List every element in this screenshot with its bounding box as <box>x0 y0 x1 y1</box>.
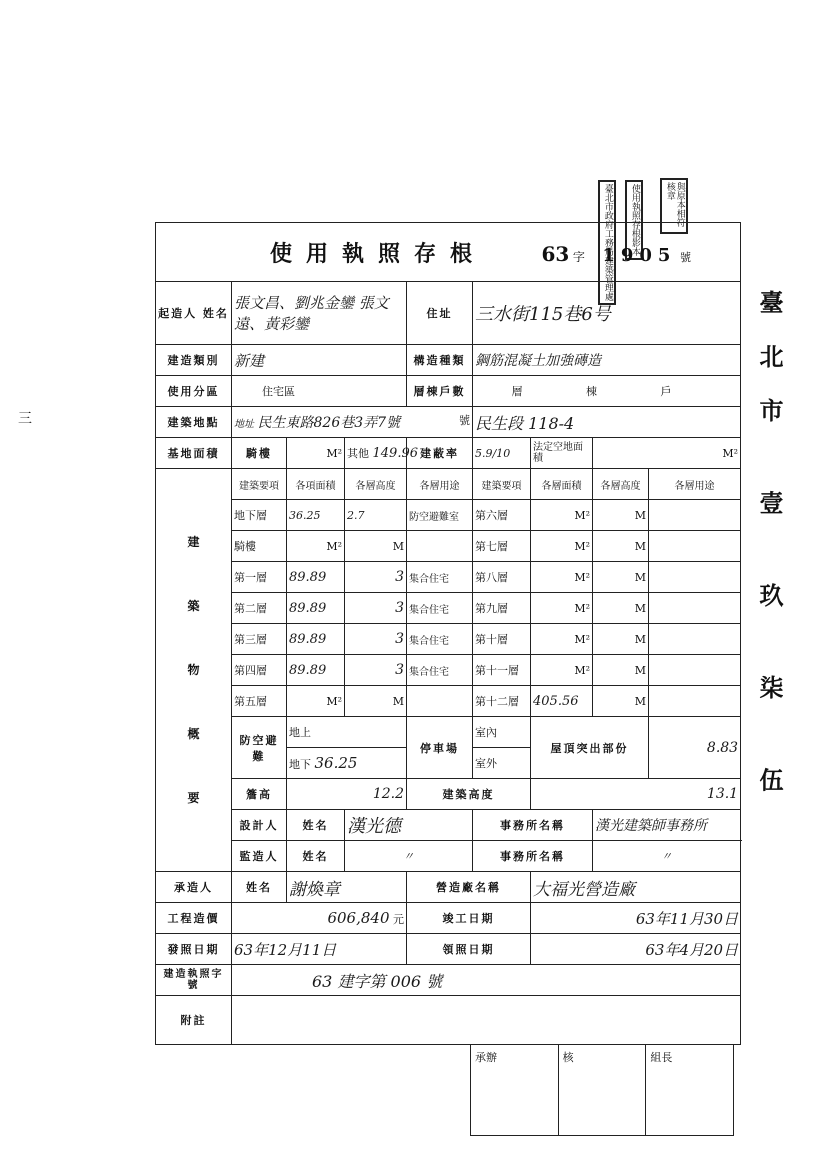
license-year: 63 <box>541 241 570 266</box>
zone-value: 住宅區 <box>232 376 407 407</box>
floor-use-right <box>649 655 741 686</box>
floor-height: 3 <box>345 562 407 593</box>
designer-office-label: 事務所名稱 <box>473 810 593 841</box>
other-value: 149.96 <box>372 446 418 461</box>
floor-use-right <box>649 593 741 624</box>
shelter-below-cell <box>287 748 407 779</box>
contractor-office: 大福光營造廠 <box>531 872 741 903</box>
floor-item: 第三層 <box>232 624 287 655</box>
m-unit: M <box>593 500 649 531</box>
remarks-label: 附註 <box>156 996 232 1045</box>
floor-row <box>156 500 741 531</box>
parking-label: 停車場 <box>407 717 473 779</box>
floor-item: 第四層 <box>232 655 287 686</box>
outdoor-label: 室外 <box>473 748 531 779</box>
floor-row <box>156 655 741 686</box>
m2-unit: M² <box>531 655 593 686</box>
issue-date: 63年12月11日 <box>232 934 407 965</box>
edge-stamp-text: 臺北市 壹 玖 柒 伍 <box>755 290 784 822</box>
areas-label: 基地面積 <box>156 438 232 469</box>
col-head: 各層面積 <box>531 469 593 500</box>
bldg-height-label: 建築高度 <box>407 779 531 810</box>
cost-value: 606,840 <box>327 909 390 927</box>
floor-item-right: 第十層 <box>473 624 531 655</box>
builder-label: 起造人 姓名 <box>156 282 232 345</box>
shelter-below-value: 36.25 <box>314 754 358 772</box>
floor-use-right <box>649 624 741 655</box>
col-head: 建築要項 <box>232 469 287 500</box>
floor-area: 36.25 <box>287 500 345 531</box>
col-head: 各層高度 <box>593 469 649 500</box>
receive-date: 63年4月20日 <box>531 934 741 965</box>
coverage-value: 5.9/10 <box>473 438 531 469</box>
contractor-name-label: 姓名 <box>232 872 287 903</box>
contractor-label: 承造人 <box>156 872 232 903</box>
designer-label: 設計人 <box>232 810 287 841</box>
other-label: 其他 <box>347 447 369 460</box>
supervisor-office-label: 事務所名稱 <box>473 841 593 872</box>
certified-stamp: 與原本相符 核章 <box>660 178 688 234</box>
permit-value: 63 建字第 006 號 <box>232 965 741 996</box>
floor-row <box>156 624 741 655</box>
shelter-below-label: 地下 <box>289 758 311 771</box>
floor-use <box>407 531 473 562</box>
m2-unit: M² <box>531 531 593 562</box>
coverage-label: 建蔽率 <box>407 438 473 469</box>
floor-row <box>156 593 741 624</box>
contractor-office-label: 營造廠名稱 <box>407 872 531 903</box>
permit-label: 建造執照字號 <box>156 965 232 996</box>
m-unit: M <box>593 655 649 686</box>
cost-label: 工程造價 <box>156 903 232 934</box>
license-form-table <box>155 222 741 1045</box>
builder-value: 張文昌、劉兆金鑾 張文遠、黃彩鑾 <box>232 282 407 345</box>
designer-office: 漢光建築師事務所 <box>593 810 741 841</box>
floor-row <box>156 531 741 562</box>
license-number: 1905 <box>602 244 677 266</box>
side-char: 概 <box>187 727 200 741</box>
signoff-chief <box>646 1045 733 1135</box>
floor-row <box>156 562 741 593</box>
m-unit: M <box>593 562 649 593</box>
designer-name: 漢光德 <box>345 810 473 841</box>
floors-label: 層棟戶數 <box>407 376 473 407</box>
floor-item: 第五層 <box>232 686 287 717</box>
floor-item-right: 第十一層 <box>473 655 531 686</box>
site-sub-label: 地址 <box>234 419 254 430</box>
col-head: 各層用途 <box>407 469 473 500</box>
floor-item: 地下層 <box>232 500 287 531</box>
floor-use-right <box>649 562 741 593</box>
storey-height-label: 簷高 <box>232 779 287 810</box>
bldg-height-value: 13.1 <box>531 779 741 810</box>
category-label: 建造類別 <box>156 345 232 376</box>
supervisor-office: 〃 <box>593 841 741 872</box>
floor-use-right <box>649 500 741 531</box>
floor-item-right: 第十二層 <box>473 686 531 717</box>
shelter-above: 地上 <box>287 717 407 748</box>
m2-unit: M² <box>531 562 593 593</box>
floor-item-right: 第九層 <box>473 593 531 624</box>
signoff-label: 承辦 <box>475 1051 497 1064</box>
floor-height: 3 <box>345 624 407 655</box>
side-char: 建 <box>187 535 200 549</box>
floor-use: 集合住宅 <box>407 655 473 686</box>
floor-item-right: 第六層 <box>473 500 531 531</box>
form-title: 使用執照存根 <box>269 240 486 267</box>
header-note-stamp: 臺北市政府工務局建築管理處 <box>598 180 616 305</box>
completion-date: 63年11月30日 <box>531 903 741 934</box>
m-unit: M <box>345 531 407 562</box>
cost-cell <box>232 903 407 934</box>
signoff-box <box>470 1045 734 1136</box>
arcade-unit: M² <box>287 438 345 469</box>
supervisor-label: 監造人 <box>232 841 287 872</box>
site-label: 建築地點 <box>156 407 232 438</box>
m-unit: M <box>593 624 649 655</box>
structure-value: 鋼筋混凝土加強磚造 <box>473 345 741 376</box>
side-label-cell <box>156 469 232 872</box>
floor-use: 集合住宅 <box>407 624 473 655</box>
left-margin-mark: 三 <box>18 411 32 427</box>
site-address-cell <box>232 407 473 438</box>
other-area-cell <box>345 438 418 469</box>
m2-unit: M² <box>287 531 345 562</box>
floors-value: 層 棟 戶 <box>473 376 741 407</box>
indoor-label: 室內 <box>473 717 531 748</box>
header-note-stamp-2: 使用執照存根影本 <box>625 180 643 260</box>
address-label: 住址 <box>407 282 473 345</box>
address-value: 三水街115巷6号 <box>473 282 741 345</box>
side-char: 要 <box>187 791 200 805</box>
zone-label: 使用分區 <box>156 376 232 407</box>
floor-area: 89.89 <box>287 624 345 655</box>
site-no-label: 號 <box>459 414 470 427</box>
designer-name-label: 姓名 <box>287 810 345 841</box>
floor-use-right <box>649 531 741 562</box>
signoff-handler <box>471 1045 559 1135</box>
floor-height: 3 <box>345 593 407 624</box>
legal-open-label: 法定空地面積 <box>531 438 593 469</box>
legal-open-unit: M² <box>593 438 741 469</box>
floor-area: 89.89 <box>287 593 345 624</box>
roof-value: 8.83 <box>649 717 741 779</box>
roof-label: 屋頂突出部份 <box>531 717 649 779</box>
floor-use <box>407 686 473 717</box>
signoff-label: 組長 <box>650 1051 673 1064</box>
site-address-2: 民生段 118-4 <box>473 407 741 438</box>
m2-unit: M² <box>531 593 593 624</box>
floor-height: 3 <box>345 655 407 686</box>
category-value: 新建 <box>232 345 407 376</box>
signoff-label: 核 <box>562 1051 574 1064</box>
signoff-check <box>559 1045 647 1135</box>
m2-unit: M² <box>531 500 593 531</box>
license-char: 字 <box>572 249 585 264</box>
arcade-label: 騎樓 <box>232 438 287 469</box>
floor-use: 集合住宅 <box>407 593 473 624</box>
total-area: 405.56 <box>531 686 593 717</box>
m-unit: M <box>593 593 649 624</box>
floor-item-right: 第七層 <box>473 531 531 562</box>
col-head: 各層高度 <box>345 469 407 500</box>
storey-height-value: 12.2 <box>287 779 407 810</box>
supervisor-name-label: 姓名 <box>287 841 345 872</box>
completion-label: 竣工日期 <box>407 903 531 934</box>
floor-item-right: 第八層 <box>473 562 531 593</box>
m2-unit: M² <box>287 686 345 717</box>
remarks-value <box>232 996 741 1045</box>
receive-label: 領照日期 <box>407 934 531 965</box>
floor-use: 集合住宅 <box>407 562 473 593</box>
side-char: 築 <box>187 599 200 613</box>
floor-area: 89.89 <box>287 562 345 593</box>
floor-area: 89.89 <box>287 655 345 686</box>
col-head: 建築要項 <box>473 469 531 500</box>
license-suffix: 號 <box>679 250 691 264</box>
m-unit: M <box>593 531 649 562</box>
side-char: 物 <box>187 663 200 677</box>
shelter-label: 防空避難 <box>232 717 287 779</box>
floor-use: 防空避難室 <box>407 500 473 531</box>
site-address: 民生東路826巷3弄7號 <box>257 415 401 431</box>
contractor-name: 謝煥章 <box>287 872 407 903</box>
issue-label: 發照日期 <box>156 934 232 965</box>
m2-unit: M² <box>531 624 593 655</box>
supervisor-name: 〃 <box>345 841 473 872</box>
col-head: 各項面積 <box>287 469 345 500</box>
floor-row <box>156 686 741 717</box>
floor-item: 第一層 <box>232 562 287 593</box>
structure-label: 構造種類 <box>407 345 473 376</box>
floor-height: 2.7 <box>345 500 407 531</box>
m-unit: M <box>593 686 649 717</box>
floor-item: 第二層 <box>232 593 287 624</box>
floor-item: 騎樓 <box>232 531 287 562</box>
col-head: 各層用途 <box>649 469 741 500</box>
floor-use-right <box>649 686 741 717</box>
m-unit: M <box>345 686 407 717</box>
cost-unit: 元 <box>393 913 404 926</box>
